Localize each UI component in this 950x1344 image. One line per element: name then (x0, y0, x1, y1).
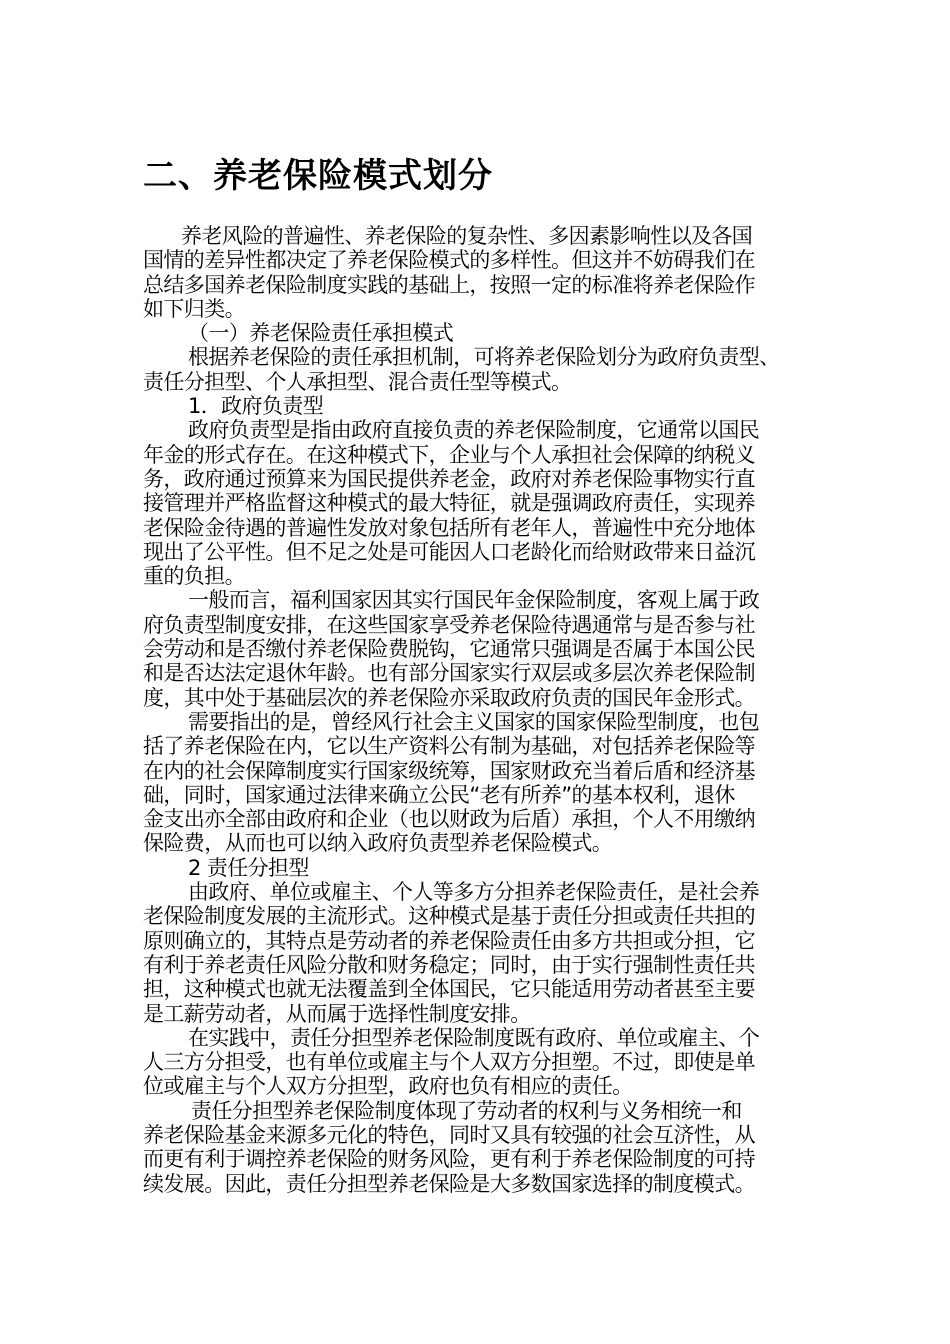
paragraph-line: 年金的形式存在。在这种模式下，企业与个人承担社会保障的纳税义 (143, 442, 755, 467)
paragraph-line: 在实践中，责任分担型养老保险制度既有政府、单位或雇主、个 (188, 1025, 760, 1050)
paragraph-line: 重的负担。 (143, 564, 245, 589)
paragraph-line: 老保险制度发展的主流形式。这种模式是基于责任分担或责任共担的 (143, 904, 755, 929)
paragraph-line: 如下归类。 (143, 296, 245, 321)
paragraph-line: 现出了公平性。但不足之处是可能因人口老龄化而给财政带来日益沉 (143, 539, 755, 564)
paragraph-line: 有利于养老责任风险分散和财务稳定；同时，由于实行强制性责任共 (143, 952, 755, 977)
paragraph-line: 政府负责型是指由政府直接负责的养老保险制度，它通常以国民 (188, 418, 760, 443)
paragraph-line: 老保险金待遇的普遍性发放对象包括所有老年人，普遍性中充分地体 (143, 515, 755, 540)
paragraph-line: 养老风险的普遍性、养老保险的复杂性、多因素影响性以及各国 (181, 224, 753, 248)
paragraph-line: 金支出亦全部由政府和企业（也以财政为后盾）承担，个人不用缴纳 (143, 807, 755, 832)
section-title: 二、养老保险模式划分 (143, 156, 493, 196)
subsection-heading: （一）养老保险责任承担模式 (188, 321, 454, 346)
paragraph-line: 一般而言，福利国家因其实行国民年金保险制度，客观上属于政 (188, 588, 760, 613)
paragraph-line: 续发展。因此，责任分担型养老保险是大多数国家选择的制度模式。 (143, 1171, 755, 1196)
paragraph-line: 而更有利于调控养老保险的财务风险，更有利于养老保险制度的可持 (143, 1147, 755, 1172)
paragraph-line: 总结多国养老保险制度实践的基础上，按照一定的标准将养老保险作 (143, 272, 755, 297)
paragraph-line: 府负责型制度安排，在这些国家享受养老保险待遇通常与是否参与社 (143, 612, 755, 637)
item-heading: 1．政府负责型 (188, 394, 324, 419)
paragraph-line: 和是否达法定退休年龄。也有部分国家实行双层或多层次养老保险制 (143, 661, 755, 686)
paragraph-line: 养老保险基金来源多元化的特色，同时又具有较强的社会互济性，从 (143, 1122, 755, 1147)
paragraph-line: 担，这种模式也就无法覆盖到全体国民，它只能适用劳动者甚至主要 (143, 977, 755, 1002)
paragraph-line: 务，政府通过预算来为国民提供养老金，政府对养老保险事物实行直 (143, 466, 755, 491)
paragraph-line: 度，其中处于基础层次的养老保险亦采取政府负责的国民年金形式。 (143, 685, 755, 710)
paragraph-line: 责任分担型、个人承担型、混合责任型等模式。 (143, 369, 572, 394)
paragraph-line: 位或雇主与个人双方分担型，政府也负有相应的责任。 (143, 1074, 633, 1099)
body-text (143, 224, 823, 1196)
paragraph-line: 需要指出的是，曾经风行社会主义国家的国家保险型制度，也包 (188, 709, 760, 734)
paragraph-line: 责任分担型养老保险制度体现了劳动者的权利与义务相统一和 (191, 1098, 742, 1123)
paragraph-line: 国情的差异性都决定了养老保险模式的多样性。但这并不妨碍我们在 (143, 248, 755, 273)
paragraph-line: 括了养老保险在内，它以生产资料公有制为基础，对包括养老保险等 (143, 734, 755, 759)
paragraph-line: 在内的社会保障制度实行国家级统筹，国家财政充当着后盾和经济基 (143, 758, 755, 783)
paragraph-line: 接管理并严格监督这种模式的最大特征，就是强调政府责任，实现养 (143, 491, 755, 516)
paragraph-line: 会劳动和是否缴付养老保险费脱钩，它通常只强调是否属于本国公民 (143, 637, 755, 662)
paragraph-line: 础，同时，国家通过法律来确立公民“老有所养”的基本权利，退休 (143, 782, 735, 807)
paragraph-line: 人三方分担受，也有单位或雇主与个人双方分担塑。不过，即使是单 (143, 1050, 755, 1075)
paragraph-line: 保险费，从而也可以纳入政府负责型养老保险模式。 (143, 831, 613, 856)
paragraph-line: 是工薪劳动者，从而属于选择性制度安排。 (143, 1001, 531, 1026)
paragraph-line: 根据养老保险的责任承担机制，可将养老保险划分为政府负责型、 (188, 345, 780, 370)
paragraph-line: 原则确立的，其特点是劳动者的养老保险责任由多方共担或分担，它 (143, 928, 755, 953)
paragraph-line: 由政府、单位或雇主、个人等多方分担养老保险责任，是社会养 (188, 880, 760, 905)
item-heading: 2 责任分担型 (188, 855, 309, 880)
